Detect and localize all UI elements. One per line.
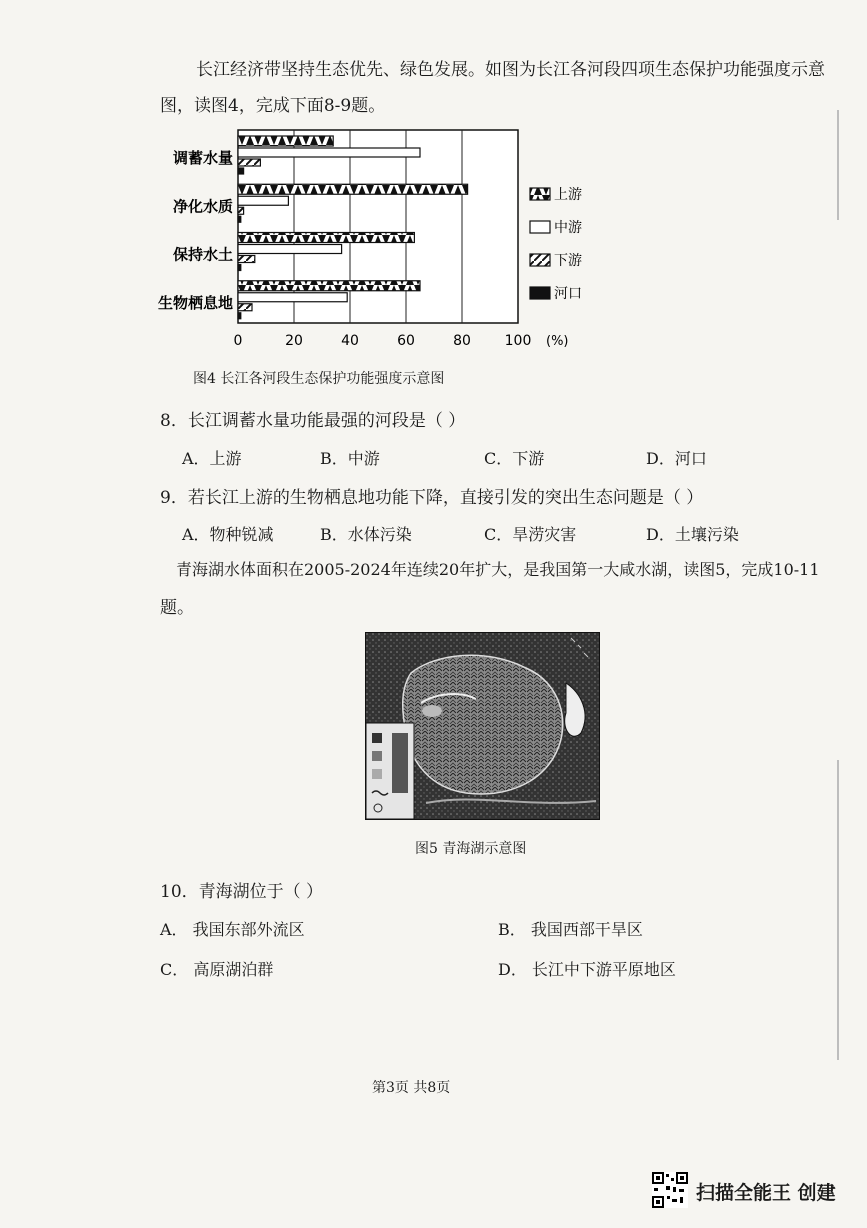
intro2-line-1: 青海湖水体面积在2005-2024年连续20年扩大，是我国第一大咸水湖，读图5，完成10-11 xyxy=(176,560,820,579)
question-10-stem: 10．青海湖位于（ ） xyxy=(160,882,324,902)
q9-option-d[interactable]: D．土壤污染 xyxy=(646,525,739,544)
q10-option-b[interactable]: B． 我国西部干旱区 xyxy=(498,920,643,939)
bar-1-3 xyxy=(238,293,347,302)
bar-0-2 xyxy=(238,233,414,243)
legend-swatch-3 xyxy=(530,287,550,299)
bar-0-3 xyxy=(238,281,420,291)
x-tick-label: 0 xyxy=(233,333,243,349)
qinghai-lake-map-image xyxy=(366,633,599,819)
camscanner-watermark: 扫描全能王 创建 xyxy=(696,1182,836,1204)
bar-3-2 xyxy=(238,265,241,271)
qr-code-icon xyxy=(652,1172,688,1208)
bar-2-2 xyxy=(238,256,255,263)
figure-5-caption: 图5 青海湖示意图 xyxy=(415,841,527,857)
intro-line-1: 长江经济带坚持生态优先、绿色发展。如图为长江各河段四项生态保护功能强度示意 xyxy=(196,60,825,80)
category-label: 调蓄水量 xyxy=(172,149,233,167)
figure-4-chart xyxy=(150,125,610,365)
category-label: 保持水土 xyxy=(172,245,233,264)
bar-3-3 xyxy=(238,313,241,319)
x-tick-label: 100 xyxy=(504,333,532,349)
bar-0-0 xyxy=(238,136,333,146)
page-footer: 第3页 共8页 xyxy=(372,1080,451,1096)
bar-2-1 xyxy=(238,207,244,214)
legend-label-1: 中游 xyxy=(554,220,582,236)
x-tick-label: 80 xyxy=(453,333,471,349)
bar-1-1 xyxy=(238,196,288,205)
intro-line-2: 图，读图4，完成下面8-9题。 xyxy=(160,96,386,116)
legend-label-0: 上游 xyxy=(554,187,582,203)
scan-edge-line-lower xyxy=(837,760,839,1060)
legend-label-3: 河口 xyxy=(554,286,582,302)
q10-option-c[interactable]: C． 高原湖泊群 xyxy=(160,960,274,979)
figure-4-caption: 图4 长江各河段生态保护功能强度示意图 xyxy=(193,371,445,387)
bar-3-0 xyxy=(238,168,244,174)
question-8-stem: 8．长江调蓄水量功能最强的河段是（ ） xyxy=(160,411,466,431)
x-tick-label: 60 xyxy=(397,333,415,349)
q10-option-d[interactable]: D． 长江中下游平原地区 xyxy=(498,960,676,979)
legend-swatch-1 xyxy=(530,221,550,233)
q10-option-a[interactable]: A． 我国东部外流区 xyxy=(160,920,305,939)
q9-option-a[interactable]: A．物种锐减 xyxy=(182,525,274,544)
category-label: 净化水质 xyxy=(172,197,233,216)
q8-option-a[interactable]: A．上游 xyxy=(182,449,242,468)
bar-2-3 xyxy=(238,304,252,311)
x-axis-unit: (%) xyxy=(546,334,569,349)
x-tick-label: 20 xyxy=(285,333,303,349)
bar-3-1 xyxy=(238,216,241,222)
q8-option-d[interactable]: D．河口 xyxy=(646,449,707,468)
figure-5-map xyxy=(365,632,600,820)
bar-2-0 xyxy=(238,159,260,166)
legend-swatch-0 xyxy=(530,188,550,200)
bar-0-1 xyxy=(238,184,468,194)
q9-option-c[interactable]: C．旱涝灾害 xyxy=(484,525,577,544)
x-tick-label: 40 xyxy=(341,333,359,349)
q8-option-b[interactable]: B．中游 xyxy=(320,449,380,468)
legend-label-2: 下游 xyxy=(554,253,582,269)
intro2-line-2: 题。 xyxy=(160,598,194,618)
category-label: 生物栖息地 xyxy=(157,293,233,312)
bar-1-2 xyxy=(238,245,342,254)
question-9-stem: 9．若长江上游的生物栖息地功能下降，直接引发的突出生态问题是（ ） xyxy=(160,488,704,508)
bar-1-0 xyxy=(238,148,420,157)
q9-option-b[interactable]: B．水体污染 xyxy=(320,525,412,544)
scan-edge-line xyxy=(837,110,839,220)
legend-swatch-2 xyxy=(530,254,550,266)
q8-option-c[interactable]: C．下游 xyxy=(484,449,545,468)
